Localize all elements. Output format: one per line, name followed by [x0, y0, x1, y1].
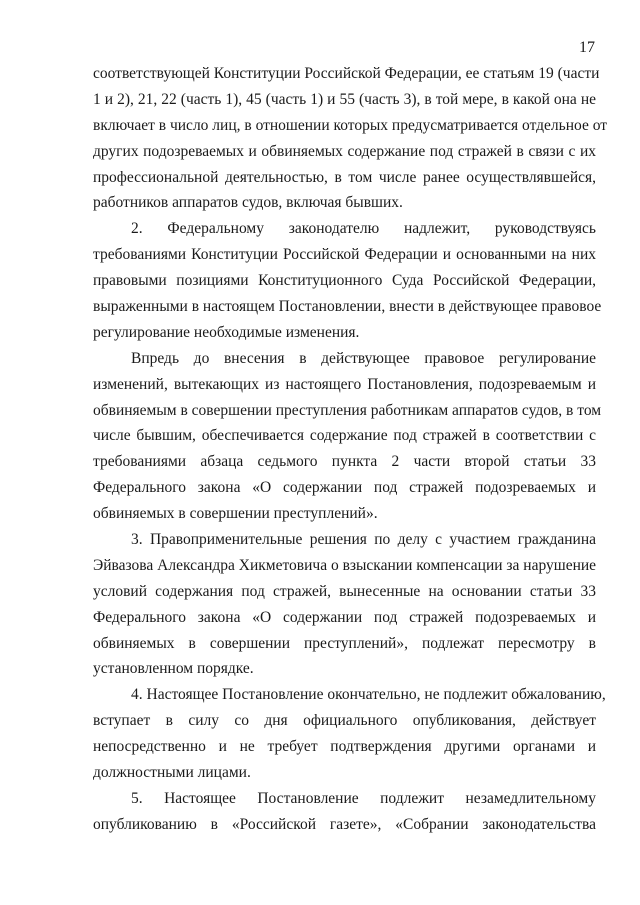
text-line: соответствующей Конституции Российской Федерации, ее статьям 19 (части: [93, 65, 600, 82]
paragraph-3-first-line: Впредь до внесения в действующее правовое регулирование: [131, 349, 596, 367]
text-line: непосредственно и не требует подтверждения другими органами и: [93, 738, 596, 756]
text-line: должностными лицами.: [93, 764, 251, 782]
paragraph-5-first-line: 4. Настоящее Постановление окончательно, не подлежит обжалованию,: [131, 686, 606, 704]
text-line: обвиняемым в совершении преступления работникам аппаратов судов, в том: [93, 401, 602, 419]
text-line: других подозреваемых и обвиняемых содержание под стражей в связи с их: [93, 142, 596, 160]
paragraph-6-first-line: 5. Настоящее Постановление подлежит незамедлительному: [131, 789, 596, 807]
text-line: включает в число лиц, в отношении которых предусматривается отдельное от: [93, 116, 608, 134]
document-body: [93, 61, 608, 838]
text-line: работников аппаратов судов, включая бывших.: [93, 194, 403, 212]
text-line: числе бывшим, обеспечивается содержание под стражей в соответствии с: [93, 427, 596, 445]
text-line: профессиональной деятельностью, в том числе ранее осуществлявшейся,: [93, 168, 596, 186]
text-line: опубликованию в «Российской газете», «Собрании законодательства: [93, 815, 596, 833]
text-line: требованиями абзаца седьмого пункта 2 части второй статьи 33: [93, 453, 596, 471]
text-line: правовыми позициями Конституционного Суда Российской Федерации,: [93, 272, 596, 290]
text-line: обвиняемых в совершении преступлений».: [93, 505, 378, 523]
text-line: обвиняемых в совершении преступлений», подлежат пересмотру в: [93, 634, 596, 652]
text-line: изменений, вытекающих из настоящего Постановления, подозреваемым и: [93, 375, 596, 393]
text-line: установленном порядке.: [93, 660, 254, 678]
text-line: Эйвазова Александра Хикметовича о взыскании компенсации за нарушение: [93, 556, 597, 574]
text-line: Федерального закона «О содержании под стражей подозреваемых и: [93, 608, 596, 626]
page-number: 17: [579, 39, 595, 56]
paragraph-4-first-line: 3. Правоприменительные решения по делу с участием гражданина: [131, 531, 596, 549]
text-line: вступает в силу со дня официального опубликования, действует: [93, 712, 596, 730]
text-line: требованиями Конституции Российской Федерации и основанными на них: [93, 246, 596, 264]
text-line: 1 и 2), 21, 22 (часть 1), 45 (часть 1) и 55 (часть 3), в той мере, в какой она не: [93, 90, 596, 108]
text-line: выраженными в настоящем Постановлении, внести в действующее правовое: [93, 298, 602, 316]
text-line: Федерального закона «О содержании под стражей подозреваемых и: [93, 479, 596, 497]
text-line: регулирование необходимые изменения.: [93, 323, 360, 341]
text-line: условий содержания под стражей, вынесенные на основании статьи 33: [93, 582, 596, 600]
paragraph-2-first-line: 2. Федеральному законодателю надлежит, руководствуясь: [131, 220, 596, 238]
